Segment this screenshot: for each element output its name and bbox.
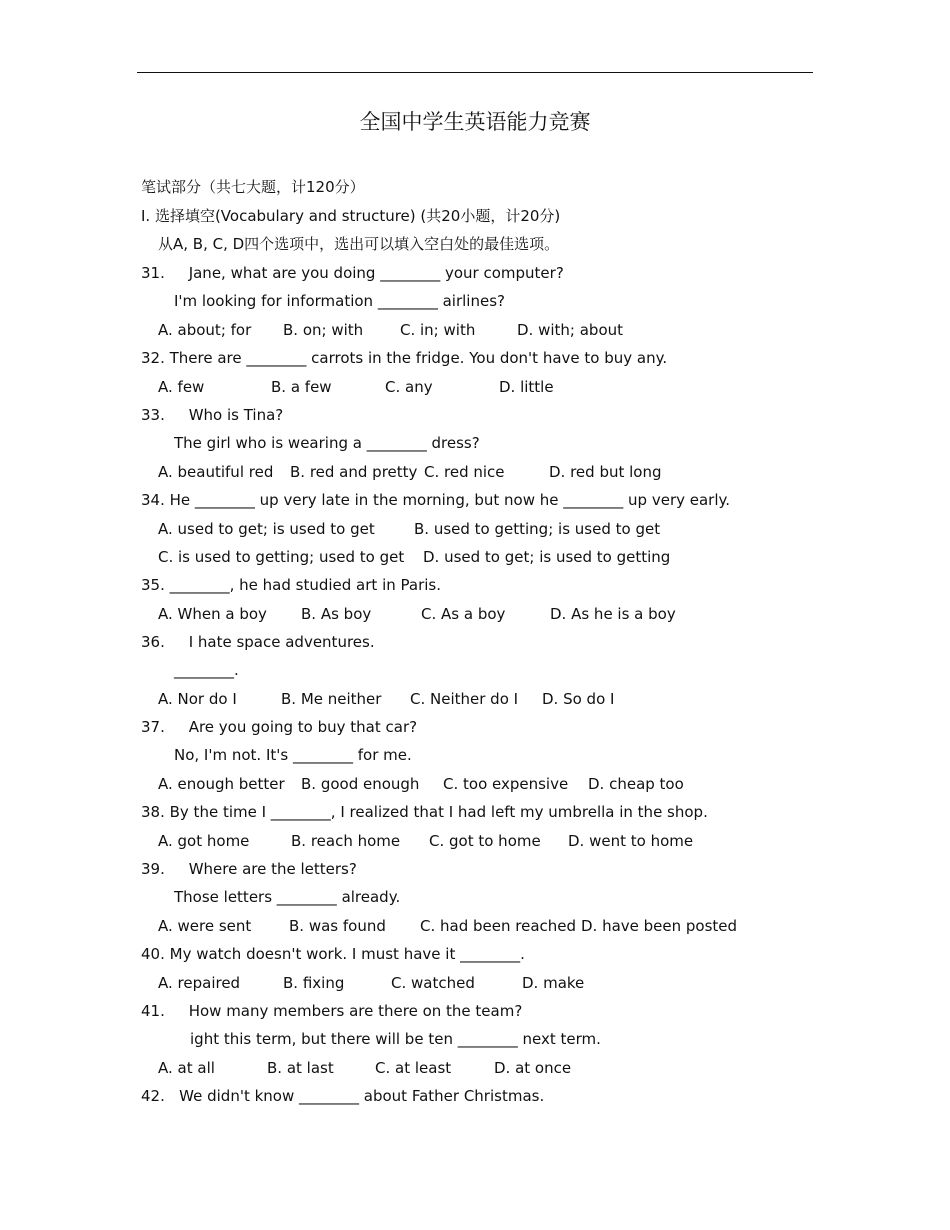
option-b: B. a few [271, 378, 332, 396]
option-d: D. with; about [517, 321, 624, 339]
option-c: C. Neither do I [410, 690, 519, 708]
option-c: C. got to home [429, 832, 541, 850]
section-intro: 笔试部分（共七大题，计120分） [141, 178, 365, 196]
option-a: A. got home [158, 832, 250, 850]
page-title: 全国中学生英语能力竞赛 [359, 110, 591, 134]
option-d: D. As he is a boy [550, 605, 676, 623]
question-32-stem: 32. There are ________ carrots in the fridge. You don't have to buy any. [141, 349, 668, 367]
option-a: A. enough better [158, 775, 285, 793]
option-b: B. at last [267, 1059, 334, 1077]
question-33-stem: 33. Who is Tina? [141, 406, 284, 424]
option-a: A. used to get; is used to get [158, 520, 375, 538]
option-c: C. watched [391, 974, 475, 992]
option-b: B. reach home [291, 832, 401, 850]
option-c: C. red nice [424, 463, 505, 481]
question-34-stem: 34. He ________ up very late in the morning, but now he ________ up very early. [141, 491, 731, 509]
question-36-reply: ________. [174, 661, 239, 679]
part-instruction: 从A, B, C, D四个选项中，选出可以填入空白处的最佳选项。 [158, 235, 560, 253]
option-b: B. fixing [283, 974, 345, 992]
question-40-stem: 40. My watch doesn't work. I must have it ________. [141, 945, 525, 963]
question-31-reply: I'm looking for information ________ airlines? [174, 292, 505, 310]
option-b: B. As boy [301, 605, 372, 623]
option-c: C. had been reached [420, 917, 577, 935]
option-b: B. on; with [283, 321, 364, 339]
question-31-stem: 31. Jane, what are you doing ________ your computer? [141, 264, 564, 282]
header-rule [137, 72, 813, 73]
part-heading: I. 选择填空(Vocabulary and structure) (共20小题，计20分) [141, 207, 561, 225]
question-41-stem: 41. How many members are there on the team? [141, 1002, 523, 1020]
question-36-stem: 36. I hate space adventures. [141, 633, 375, 651]
option-a: A. were sent [158, 917, 252, 935]
question-37-reply: No, I'm not. It's ________ for me. [174, 746, 412, 764]
option-d: D. have been posted [581, 917, 738, 935]
option-c: C. As a boy [421, 605, 506, 623]
option-a: A. Nor do I [158, 690, 237, 708]
option-a: A. few [158, 378, 205, 396]
option-d: D. at once [494, 1059, 572, 1077]
option-d: D. little [499, 378, 554, 396]
question-39-stem: 39. Where are the letters? [141, 860, 357, 878]
option-c: C. is used to getting; used to get [158, 548, 405, 566]
option-b: B. was found [289, 917, 386, 935]
question-33-reply: The girl who is wearing a ________ dress? [174, 434, 480, 452]
option-a: A. about; for [158, 321, 252, 339]
option-b: B. Me neither [281, 690, 382, 708]
option-c: C. too expensive [443, 775, 569, 793]
question-41-reply: ight this term, but there will be ten ________ next term. [190, 1030, 601, 1048]
option-b: B. red and pretty [290, 463, 418, 481]
option-c: C. any [385, 378, 433, 396]
option-c: C. in; with [400, 321, 476, 339]
option-d: D. used to get; is used to getting [423, 548, 671, 566]
option-d: D. went to home [568, 832, 694, 850]
option-d: D. cheap too [588, 775, 684, 793]
option-d: D. red but long [549, 463, 662, 481]
question-42-stem: 42. We didn't know ________ about Father Christmas. [141, 1087, 545, 1105]
option-b: B. good enough [301, 775, 420, 793]
question-35-stem: 35. ________, he had studied art in Paris. [141, 576, 441, 594]
option-d: D. make [522, 974, 585, 992]
option-a: A. repaired [158, 974, 241, 992]
question-37-stem: 37. Are you going to buy that car? [141, 718, 418, 736]
option-a: A. When a boy [158, 605, 267, 623]
option-d: D. So do I [542, 690, 615, 708]
option-a: A. beautiful red [158, 463, 274, 481]
option-a: A. at all [158, 1059, 215, 1077]
question-39-reply: Those letters ________ already. [174, 888, 401, 906]
question-38-stem: 38. By the time I ________, I realized that I had left my umbrella in the shop. [141, 803, 708, 821]
option-c: C. at least [375, 1059, 452, 1077]
option-b: B. used to getting; is used to get [414, 520, 661, 538]
